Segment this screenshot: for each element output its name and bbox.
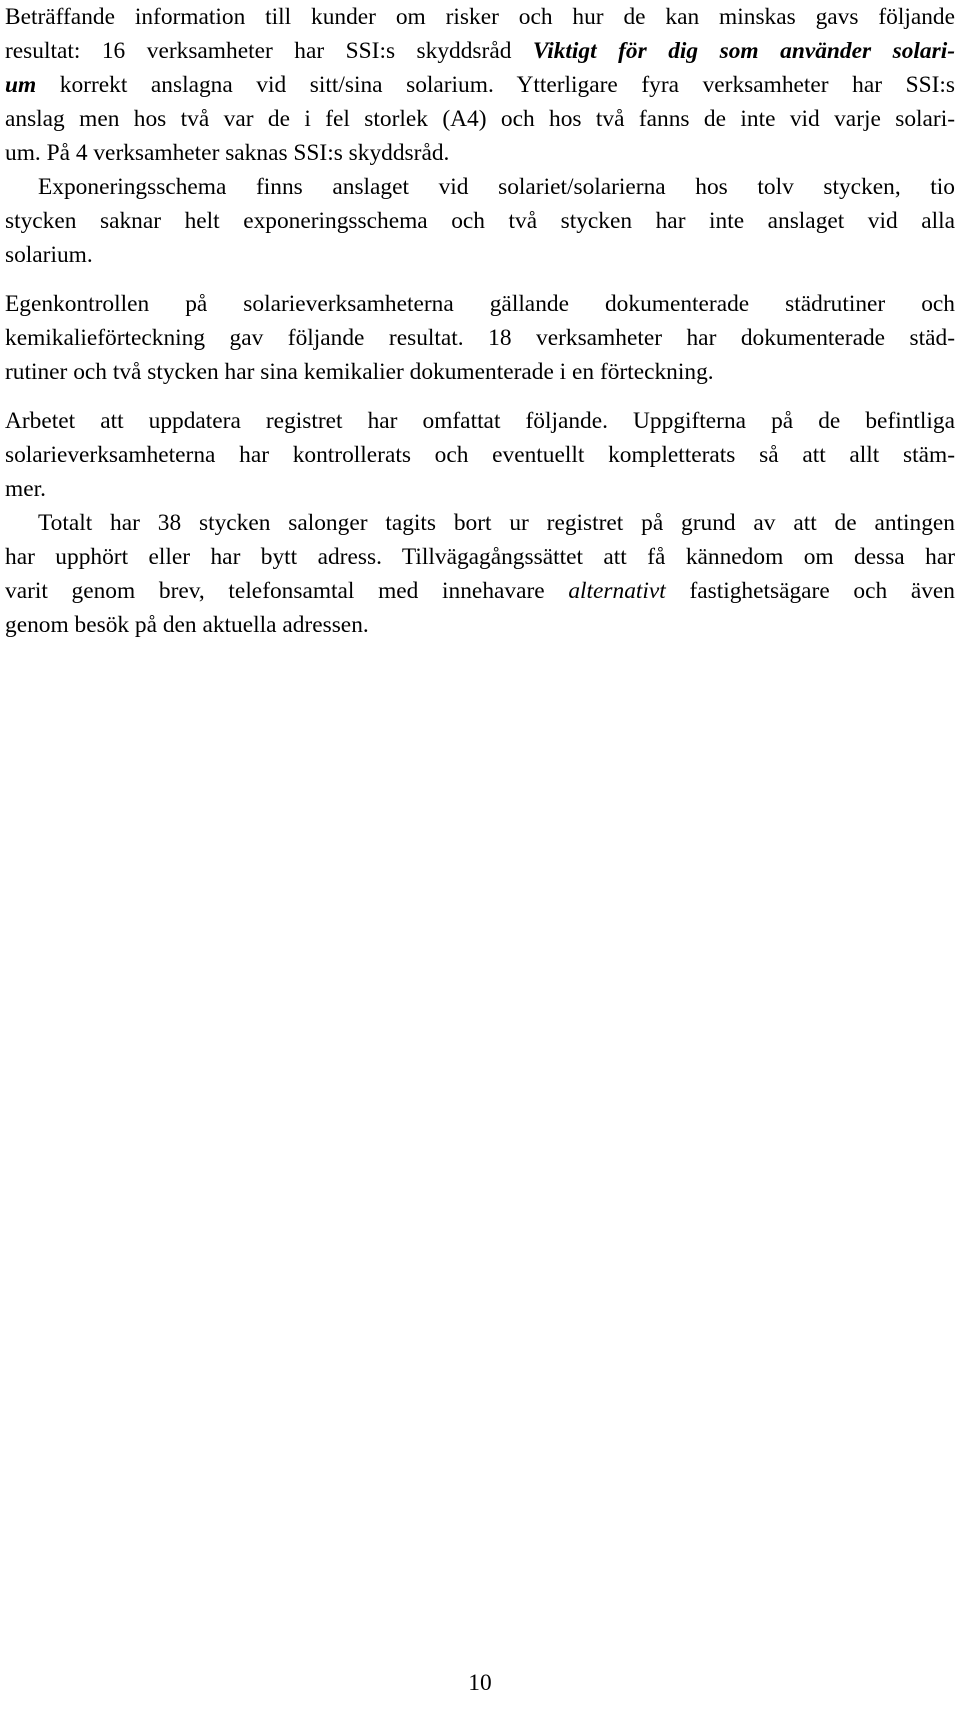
paragraph-4-line-1: [5, 404, 955, 438]
text-run: fastighetsägare och även: [665, 578, 956, 604]
text-run: solarieverksamheterna har kontrollerats och eventuellt kompletterats så att allt stäm-: [5, 442, 955, 468]
text-run: Arbetet att uppdatera registret har omfattat följande. Uppgifterna på de befintliga: [5, 408, 955, 434]
page-number: 10: [468, 1670, 492, 1696]
paragraph-3-line-3: [5, 355, 955, 389]
paragraph-5-line-4: [5, 608, 955, 642]
paragraph-5-line-3: [5, 574, 955, 608]
paragraph-1-line-1: [5, 0, 955, 34]
text-run: mer.: [5, 476, 46, 502]
text-run: Beträffande information till kunder om risker och hur de kan minskas gavs följande: [5, 4, 955, 30]
paragraph-4-line-2: [5, 438, 955, 472]
paragraph-1-line-4: [5, 102, 955, 136]
emphasized-title-end: um: [5, 72, 37, 98]
paragraph-1-line-5: [5, 136, 955, 170]
paragraph-3-line-2: [5, 321, 955, 355]
emphasized-title: Viktigt för dig som använder solari-: [532, 38, 955, 64]
text-run: Totalt har 38 stycken salonger tagits bort ur registret på grund av att de antingen: [38, 510, 955, 536]
text-run: stycken saknar helt exponeringsschema och två stycken har inte anslaget vid alla: [5, 208, 955, 234]
text-run: kemikalieförteckning gav följande resultat. 18 verksamheter har dokumenterade städ-: [5, 325, 955, 351]
text-run: korrekt anslagna vid sitt/sina solarium. Ytterligare fyra verksamheter har SSI:s: [36, 72, 955, 98]
paragraph-3-line-1: [5, 287, 955, 321]
text-run: rutiner och två stycken har sina kemikalier dokumenterade i en förteckning.: [5, 359, 714, 385]
paragraph-4-line-3: [5, 472, 955, 506]
italic-word: alternativt: [568, 578, 666, 604]
paragraph-1-line-2: [5, 34, 955, 68]
document-page: [5, 0, 955, 1710]
paragraph-5-line-2: [5, 540, 955, 574]
text-run: um. På 4 verksamheter saknas SSI:s skyddsråd.: [5, 140, 450, 166]
text-run: varit genom brev, telefonsamtal med innehavare: [5, 578, 569, 604]
paragraph-5-line-1: [5, 506, 955, 540]
text-run: Egenkontrollen på solarieverksamheterna gällande dokumenterade städrutiner och: [5, 291, 955, 317]
paragraph-1-line-3: [5, 68, 955, 102]
text-run: genom besök på den aktuella adressen.: [5, 612, 369, 638]
text-run: Exponeringsschema finns anslaget vid solariet/solarierna hos tolv stycken, tio: [38, 174, 955, 200]
text-run: resultat: 16 verksamheter har SSI:s skyddsråd: [5, 38, 533, 64]
text-run: solarium.: [5, 242, 93, 268]
text-run: har upphört eller har bytt adress. Tillvägagångssättet att få kännedom om dessa har: [5, 544, 955, 570]
paragraph-2-line-1: [5, 170, 955, 204]
paragraph-2-line-3: [5, 238, 955, 272]
paragraph-2-line-2: [5, 204, 955, 238]
text-run: anslag men hos två var de i fel storlek (A4) och hos två fanns de inte vid varje solari-: [5, 106, 955, 132]
